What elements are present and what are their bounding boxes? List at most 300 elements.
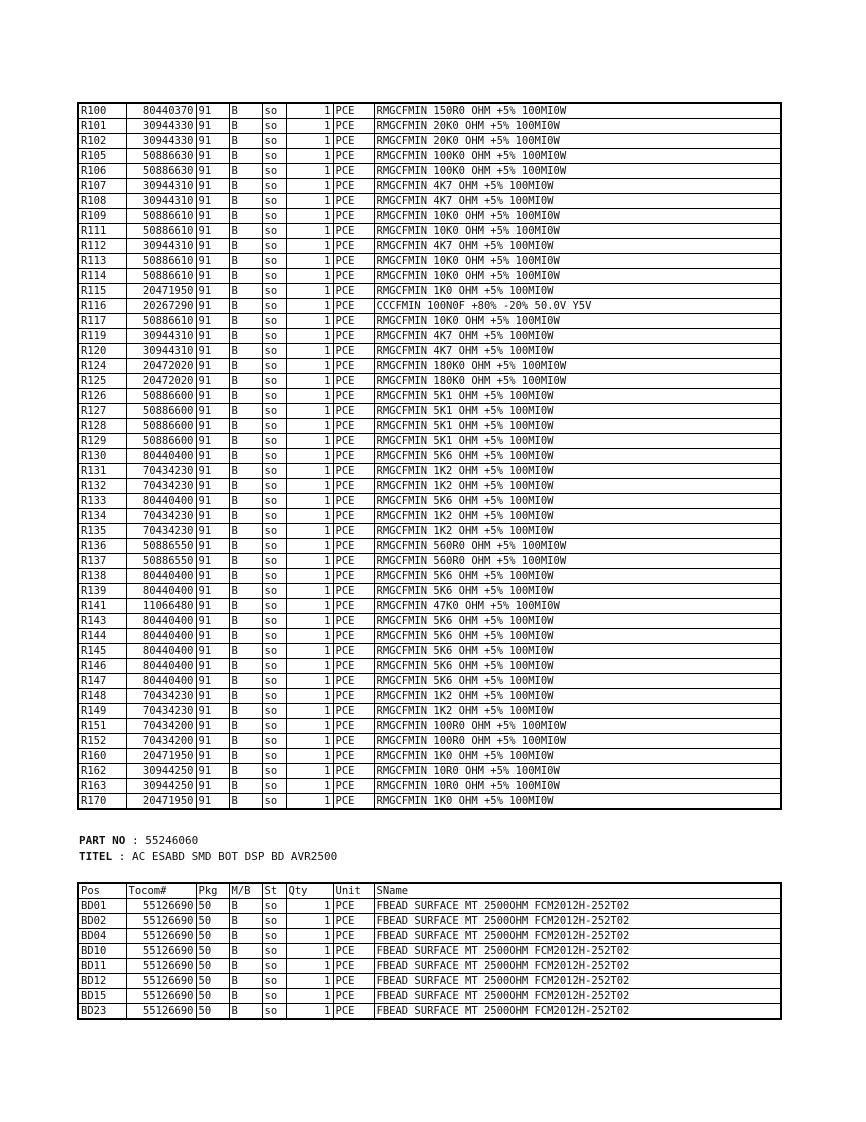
table-row xyxy=(78,389,781,404)
cell-st: so xyxy=(262,704,286,719)
cell-sname: RMGCFMIN 1K2 OHM +5% 100MI0W xyxy=(374,704,781,719)
cell-tocom: 20471950 xyxy=(126,284,196,299)
cell-pkg: 91 xyxy=(196,103,229,119)
table-row xyxy=(78,524,781,539)
cell-st: so xyxy=(262,554,286,569)
header-tocom: Tocom# xyxy=(126,883,196,899)
cell-pkg: 91 xyxy=(196,599,229,614)
cell-mb: B xyxy=(229,449,262,464)
cell-sname: RMGCFMIN 4K7 OHM +5% 100MI0W xyxy=(374,194,781,209)
table-row xyxy=(78,419,781,434)
cell-sname: RMGCFMIN 100R0 OHM +5% 100MI0W xyxy=(374,734,781,749)
cell-qty: 1 xyxy=(286,299,333,314)
cell-tocom: 55126690 xyxy=(126,929,196,944)
cell-st: so xyxy=(262,194,286,209)
cell-mb: B xyxy=(229,974,262,989)
cell-tocom: 30944330 xyxy=(126,134,196,149)
table-row xyxy=(78,464,781,479)
cell-st: so xyxy=(262,659,286,674)
table-row xyxy=(78,299,781,314)
cell-st: so xyxy=(262,674,286,689)
cell-mb: B xyxy=(229,224,262,239)
cell-st: so xyxy=(262,779,286,794)
cell-tocom: 50886610 xyxy=(126,209,196,224)
table-row xyxy=(78,494,781,509)
cell-qty: 1 xyxy=(286,389,333,404)
cell-mb: B xyxy=(229,584,262,599)
cell-pos: R119 xyxy=(78,329,126,344)
cell-sname: FBEAD SURFACE MT 2500OHM FCM2012H-252T02 xyxy=(374,959,781,974)
cell-sname: RMGCFMIN 560R0 OHM +5% 100MI0W xyxy=(374,539,781,554)
cell-sname: RMGCFMIN 180K0 OHM +5% 100MI0W xyxy=(374,374,781,389)
cell-pos: R105 xyxy=(78,149,126,164)
cell-pkg: 91 xyxy=(196,494,229,509)
cell-st: so xyxy=(262,404,286,419)
cell-sname: RMGCFMIN 100K0 OHM +5% 100MI0W xyxy=(374,149,781,164)
cell-tocom: 80440400 xyxy=(126,674,196,689)
cell-qty: 1 xyxy=(286,209,333,224)
cell-st: so xyxy=(262,164,286,179)
cell-pos: R107 xyxy=(78,179,126,194)
cell-unit: PCE xyxy=(333,974,374,989)
cell-sname: RMGCFMIN 5K6 OHM +5% 100MI0W xyxy=(374,659,781,674)
cell-qty: 1 xyxy=(286,974,333,989)
cell-qty: 1 xyxy=(286,734,333,749)
cell-unit: PCE xyxy=(333,404,374,419)
table-row xyxy=(78,254,781,269)
cell-sname: RMGCFMIN 180K0 OHM +5% 100MI0W xyxy=(374,359,781,374)
cell-mb: B xyxy=(229,374,262,389)
cell-st: so xyxy=(262,1004,286,1020)
cell-sname: RMGCFMIN 4K7 OHM +5% 100MI0W xyxy=(374,344,781,359)
cell-tocom: 80440370 xyxy=(126,103,196,119)
cell-unit: PCE xyxy=(333,614,374,629)
cell-sname: RMGCFMIN 1K2 OHM +5% 100MI0W xyxy=(374,524,781,539)
table-row xyxy=(78,209,781,224)
cell-sname: RMGCFMIN 4K7 OHM +5% 100MI0W xyxy=(374,179,781,194)
table-row xyxy=(78,404,781,419)
cell-mb: B xyxy=(229,614,262,629)
table-row xyxy=(78,989,781,1004)
cell-st: so xyxy=(262,494,286,509)
cell-sname: RMGCFMIN 560R0 OHM +5% 100MI0W xyxy=(374,554,781,569)
cell-tocom: 70434230 xyxy=(126,479,196,494)
cell-qty: 1 xyxy=(286,404,333,419)
cell-tocom: 80440400 xyxy=(126,659,196,674)
cell-qty: 1 xyxy=(286,224,333,239)
cell-st: so xyxy=(262,479,286,494)
cell-tocom: 50886610 xyxy=(126,269,196,284)
table-row xyxy=(78,179,781,194)
cell-qty: 1 xyxy=(286,524,333,539)
cell-tocom: 50886600 xyxy=(126,434,196,449)
cell-qty: 1 xyxy=(286,764,333,779)
cell-qty: 1 xyxy=(286,329,333,344)
cell-qty: 1 xyxy=(286,359,333,374)
cell-sname: RMGCFMIN 5K6 OHM +5% 100MI0W xyxy=(374,449,781,464)
cell-pkg: 91 xyxy=(196,194,229,209)
table-row xyxy=(78,554,781,569)
table-row xyxy=(78,164,781,179)
cell-pos: R137 xyxy=(78,554,126,569)
table-row xyxy=(78,284,781,299)
cell-qty: 1 xyxy=(286,659,333,674)
cell-pkg: 91 xyxy=(196,719,229,734)
cell-mb: B xyxy=(229,569,262,584)
header-pkg: Pkg xyxy=(196,883,229,899)
cell-mb: B xyxy=(229,704,262,719)
table-row xyxy=(78,614,781,629)
cell-qty: 1 xyxy=(286,599,333,614)
cell-mb: B xyxy=(229,944,262,959)
cell-unit: PCE xyxy=(333,929,374,944)
cell-sname: RMGCFMIN 47K0 OHM +5% 100MI0W xyxy=(374,599,781,614)
cell-pos: BD11 xyxy=(78,959,126,974)
part-number-label: PART NO xyxy=(79,834,126,847)
cell-qty: 1 xyxy=(286,689,333,704)
cell-qty: 1 xyxy=(286,194,333,209)
cell-pkg: 91 xyxy=(196,434,229,449)
cell-st: so xyxy=(262,329,286,344)
cell-unit: PCE xyxy=(333,749,374,764)
cell-pkg: 91 xyxy=(196,134,229,149)
cell-pkg: 91 xyxy=(196,644,229,659)
cell-tocom: 55126690 xyxy=(126,899,196,914)
cell-pos: R143 xyxy=(78,614,126,629)
cell-pos: R114 xyxy=(78,269,126,284)
table-row xyxy=(78,449,781,464)
cell-tocom: 20472020 xyxy=(126,359,196,374)
cell-pkg: 91 xyxy=(196,524,229,539)
cell-qty: 1 xyxy=(286,569,333,584)
cell-pkg: 91 xyxy=(196,119,229,134)
cell-tocom: 20472020 xyxy=(126,374,196,389)
cell-pos: R128 xyxy=(78,419,126,434)
cell-mb: B xyxy=(229,539,262,554)
cell-st: so xyxy=(262,644,286,659)
cell-unit: PCE xyxy=(333,103,374,119)
table-row xyxy=(78,734,781,749)
cell-tocom: 50886550 xyxy=(126,554,196,569)
cell-st: so xyxy=(262,944,286,959)
cell-tocom: 50886610 xyxy=(126,224,196,239)
cell-qty: 1 xyxy=(286,103,333,119)
cell-pkg: 91 xyxy=(196,389,229,404)
cell-qty: 1 xyxy=(286,674,333,689)
cell-unit: PCE xyxy=(333,359,374,374)
table-row xyxy=(78,929,781,944)
cell-mb: B xyxy=(229,134,262,149)
cell-pos: R144 xyxy=(78,629,126,644)
cell-pos: BD02 xyxy=(78,914,126,929)
cell-unit: PCE xyxy=(333,239,374,254)
cell-unit: PCE xyxy=(333,464,374,479)
table-row xyxy=(78,434,781,449)
cell-st: so xyxy=(262,374,286,389)
table-row xyxy=(78,269,781,284)
cell-mb: B xyxy=(229,404,262,419)
table-row xyxy=(78,509,781,524)
cell-unit: PCE xyxy=(333,134,374,149)
cell-unit: PCE xyxy=(333,449,374,464)
cell-pos: R139 xyxy=(78,584,126,599)
cell-pos: R136 xyxy=(78,539,126,554)
cell-pos: R108 xyxy=(78,194,126,209)
cell-qty: 1 xyxy=(286,554,333,569)
cell-qty: 1 xyxy=(286,434,333,449)
cell-unit: PCE xyxy=(333,554,374,569)
cell-st: so xyxy=(262,764,286,779)
cell-tocom: 20471950 xyxy=(126,749,196,764)
cell-tocom: 55126690 xyxy=(126,914,196,929)
cell-unit: PCE xyxy=(333,704,374,719)
cell-tocom: 70434230 xyxy=(126,704,196,719)
parts-table-2 xyxy=(77,882,782,1020)
cell-qty: 1 xyxy=(286,914,333,929)
table-row xyxy=(78,914,781,929)
cell-tocom: 70434230 xyxy=(126,524,196,539)
cell-pos: R148 xyxy=(78,689,126,704)
cell-pos: R132 xyxy=(78,479,126,494)
cell-sname: RMGCFMIN 10K0 OHM +5% 100MI0W xyxy=(374,314,781,329)
cell-pos: R170 xyxy=(78,794,126,810)
table-row xyxy=(78,644,781,659)
cell-tocom: 50886610 xyxy=(126,314,196,329)
cell-tocom: 70434200 xyxy=(126,719,196,734)
cell-pkg: 91 xyxy=(196,509,229,524)
cell-tocom: 80440400 xyxy=(126,644,196,659)
cell-sname: RMGCFMIN 1K0 OHM +5% 100MI0W xyxy=(374,284,781,299)
cell-st: so xyxy=(262,749,286,764)
cell-sname: RMGCFMIN 5K1 OHM +5% 100MI0W xyxy=(374,389,781,404)
cell-tocom: 30944310 xyxy=(126,179,196,194)
table-row xyxy=(78,899,781,914)
cell-sname: RMGCFMIN 10K0 OHM +5% 100MI0W xyxy=(374,224,781,239)
parts-table-1 xyxy=(77,102,782,810)
cell-unit: PCE xyxy=(333,719,374,734)
cell-mb: B xyxy=(229,103,262,119)
table-row xyxy=(78,584,781,599)
table-row xyxy=(78,239,781,254)
cell-unit: PCE xyxy=(333,629,374,644)
cell-unit: PCE xyxy=(333,524,374,539)
cell-sname: RMGCFMIN 10K0 OHM +5% 100MI0W xyxy=(374,269,781,284)
cell-pos: R145 xyxy=(78,644,126,659)
cell-qty: 1 xyxy=(286,644,333,659)
cell-sname: FBEAD SURFACE MT 2500OHM FCM2012H-252T02 xyxy=(374,1004,781,1020)
cell-mb: B xyxy=(229,959,262,974)
cell-mb: B xyxy=(229,149,262,164)
cell-mb: B xyxy=(229,659,262,674)
cell-qty: 1 xyxy=(286,149,333,164)
cell-tocom: 11066480 xyxy=(126,599,196,614)
parts-table-1-body xyxy=(78,103,781,809)
cell-sname: FBEAD SURFACE MT 2500OHM FCM2012H-252T02 xyxy=(374,989,781,1004)
part-number-value: : 55246060 xyxy=(131,834,199,847)
cell-pos: R120 xyxy=(78,344,126,359)
cell-st: so xyxy=(262,584,286,599)
cell-pkg: 91 xyxy=(196,374,229,389)
table-row xyxy=(78,149,781,164)
cell-unit: PCE xyxy=(333,794,374,810)
cell-qty: 1 xyxy=(286,749,333,764)
cell-qty: 1 xyxy=(286,179,333,194)
cell-st: so xyxy=(262,569,286,584)
cell-st: so xyxy=(262,524,286,539)
cell-pkg: 91 xyxy=(196,164,229,179)
cell-mb: B xyxy=(229,719,262,734)
cell-st: so xyxy=(262,314,286,329)
cell-qty: 1 xyxy=(286,374,333,389)
cell-sname: RMGCFMIN 5K6 OHM +5% 100MI0W xyxy=(374,494,781,509)
cell-tocom: 70434230 xyxy=(126,689,196,704)
table-row xyxy=(78,779,781,794)
cell-tocom: 80440400 xyxy=(126,584,196,599)
cell-tocom: 50886630 xyxy=(126,164,196,179)
cell-st: so xyxy=(262,719,286,734)
cell-tocom: 50886550 xyxy=(126,539,196,554)
cell-qty: 1 xyxy=(286,509,333,524)
cell-sname: RMGCFMIN 1K0 OHM +5% 100MI0W xyxy=(374,749,781,764)
cell-st: so xyxy=(262,989,286,1004)
table-row xyxy=(78,103,781,119)
cell-sname: RMGCFMIN 5K6 OHM +5% 100MI0W xyxy=(374,584,781,599)
table-row xyxy=(78,359,781,374)
cell-mb: B xyxy=(229,794,262,810)
cell-unit: PCE xyxy=(333,764,374,779)
cell-unit: PCE xyxy=(333,899,374,914)
cell-st: so xyxy=(262,103,286,119)
cell-sname: FBEAD SURFACE MT 2500OHM FCM2012H-252T02 xyxy=(374,929,781,944)
cell-pkg: 91 xyxy=(196,554,229,569)
cell-pos: BD10 xyxy=(78,944,126,959)
cell-tocom: 20471950 xyxy=(126,794,196,810)
cell-pkg: 50 xyxy=(196,989,229,1004)
cell-unit: PCE xyxy=(333,284,374,299)
cell-st: so xyxy=(262,149,286,164)
cell-pos: R133 xyxy=(78,494,126,509)
cell-tocom: 20267290 xyxy=(126,299,196,314)
cell-tocom: 30944310 xyxy=(126,329,196,344)
cell-mb: B xyxy=(229,119,262,134)
cell-pkg: 50 xyxy=(196,974,229,989)
table-row xyxy=(78,689,781,704)
cell-pos: R109 xyxy=(78,209,126,224)
cell-sname: RMGCFMIN 100K0 OHM +5% 100MI0W xyxy=(374,164,781,179)
cell-tocom: 80440400 xyxy=(126,629,196,644)
cell-unit: PCE xyxy=(333,1004,374,1020)
cell-pos: BD23 xyxy=(78,1004,126,1020)
cell-pkg: 50 xyxy=(196,1004,229,1020)
cell-st: so xyxy=(262,344,286,359)
cell-pkg: 91 xyxy=(196,539,229,554)
cell-tocom: 55126690 xyxy=(126,989,196,1004)
cell-pos: BD01 xyxy=(78,899,126,914)
cell-pkg: 91 xyxy=(196,344,229,359)
cell-mb: B xyxy=(229,359,262,374)
table-row xyxy=(78,764,781,779)
table-row xyxy=(78,674,781,689)
cell-pos: R134 xyxy=(78,509,126,524)
cell-sname: RMGCFMIN 1K0 OHM +5% 100MI0W xyxy=(374,794,781,810)
table-row xyxy=(78,479,781,494)
cell-pkg: 50 xyxy=(196,944,229,959)
cell-pkg: 91 xyxy=(196,629,229,644)
cell-tocom: 55126690 xyxy=(126,974,196,989)
cell-unit: PCE xyxy=(333,494,374,509)
cell-mb: B xyxy=(229,284,262,299)
table-row xyxy=(78,599,781,614)
cell-pkg: 91 xyxy=(196,614,229,629)
cell-pkg: 91 xyxy=(196,299,229,314)
parts-table-2-body xyxy=(78,899,781,1020)
cell-sname: RMGCFMIN 5K6 OHM +5% 100MI0W xyxy=(374,674,781,689)
cell-mb: B xyxy=(229,989,262,1004)
cell-sname: FBEAD SURFACE MT 2500OHM FCM2012H-252T02 xyxy=(374,899,781,914)
cell-pos: R127 xyxy=(78,404,126,419)
cell-sname: RMGCFMIN 1K2 OHM +5% 100MI0W xyxy=(374,479,781,494)
cell-unit: PCE xyxy=(333,209,374,224)
cell-qty: 1 xyxy=(286,779,333,794)
cell-tocom: 30944310 xyxy=(126,239,196,254)
cell-st: so xyxy=(262,254,286,269)
cell-pos: R141 xyxy=(78,599,126,614)
cell-tocom: 50886630 xyxy=(126,149,196,164)
cell-sname: FBEAD SURFACE MT 2500OHM FCM2012H-252T02 xyxy=(374,974,781,989)
cell-mb: B xyxy=(229,314,262,329)
table-row xyxy=(78,569,781,584)
header-mb: M/B xyxy=(229,883,262,899)
cell-qty: 1 xyxy=(286,944,333,959)
cell-qty: 1 xyxy=(286,899,333,914)
parts-table-2-header xyxy=(78,883,781,899)
cell-unit: PCE xyxy=(333,269,374,284)
cell-pos: R111 xyxy=(78,224,126,239)
table-row xyxy=(78,1004,781,1020)
cell-st: so xyxy=(262,449,286,464)
table-row xyxy=(78,659,781,674)
cell-st: so xyxy=(262,599,286,614)
cell-sname: RMGCFMIN 5K6 OHM +5% 100MI0W xyxy=(374,614,781,629)
cell-pos: R151 xyxy=(78,719,126,734)
cell-sname: RMGCFMIN 20K0 OHM +5% 100MI0W xyxy=(374,134,781,149)
cell-st: so xyxy=(262,914,286,929)
cell-sname: RMGCFMIN 5K6 OHM +5% 100MI0W xyxy=(374,629,781,644)
cell-pos: R129 xyxy=(78,434,126,449)
cell-unit: PCE xyxy=(333,944,374,959)
cell-pkg: 50 xyxy=(196,914,229,929)
cell-st: so xyxy=(262,119,286,134)
cell-tocom: 30944250 xyxy=(126,764,196,779)
cell-st: so xyxy=(262,689,286,704)
cell-qty: 1 xyxy=(286,959,333,974)
cell-mb: B xyxy=(229,674,262,689)
cell-qty: 1 xyxy=(286,164,333,179)
cell-unit: PCE xyxy=(333,434,374,449)
cell-sname: RMGCFMIN 10R0 OHM +5% 100MI0W xyxy=(374,764,781,779)
cell-pos: R131 xyxy=(78,464,126,479)
cell-unit: PCE xyxy=(333,659,374,674)
table-row xyxy=(78,944,781,959)
cell-unit: PCE xyxy=(333,194,374,209)
cell-sname: RMGCFMIN 150R0 OHM +5% 100MI0W xyxy=(374,103,781,119)
cell-pkg: 91 xyxy=(196,314,229,329)
cell-pkg: 91 xyxy=(196,284,229,299)
cell-pkg: 91 xyxy=(196,269,229,284)
cell-qty: 1 xyxy=(286,794,333,810)
cell-pos: R101 xyxy=(78,119,126,134)
cell-pkg: 91 xyxy=(196,464,229,479)
